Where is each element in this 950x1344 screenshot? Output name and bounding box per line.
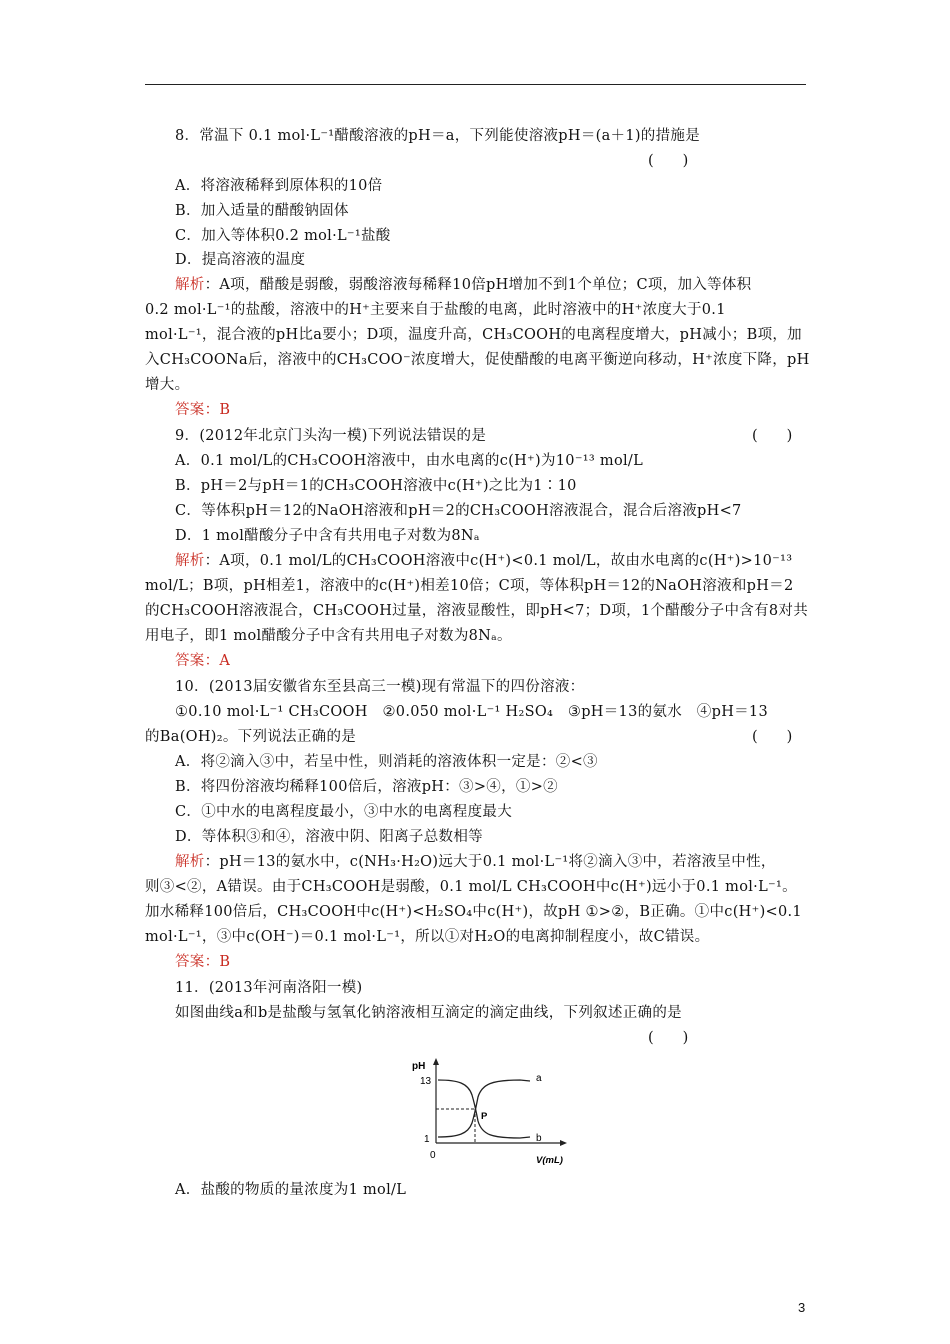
q8-analysis-line-4: 入CH₃COONa后，溶液中的CH₃COO⁻浓度增大，促使醋酸的电离平衡逆向移动，H⁺浓度下降，pH xyxy=(145,352,810,368)
q11-stem: 11．(2013年河南洛阳一模) xyxy=(175,980,363,996)
q11-option-a: A．盐酸的物质的量浓度为1 mol/L xyxy=(175,1182,407,1198)
q8-option-b: B．加入适量的醋酸钠固体 xyxy=(175,203,349,219)
q9-analysis-line-2: mol/L；B项，pH相差1，溶液中的c(H⁺)相差10倍；C项，等体积pH＝12的NaOH溶液和pH＝2 xyxy=(145,578,794,594)
y-axis-label: pH xyxy=(412,1061,426,1072)
equivalence-point-label: P xyxy=(481,1111,488,1122)
q9-analysis-line-1: 解析：A项，0.1 mol/L的CH₃COOH溶液中c(H⁺)<0.1 mol/L，故由水电离的c(H⁺)>10⁻¹³ xyxy=(175,553,793,569)
curve-a-label: a xyxy=(536,1073,542,1084)
analysis-label: 解析 xyxy=(175,277,205,293)
q10-analysis-line-1: 解析：pH＝13的氨水中，c(NH₃·H₂O)远大于0.1 mol·L⁻¹将②滴入③中，若溶液呈中性， xyxy=(175,854,776,870)
q8-analysis-line-3: mol·L⁻¹，混合液的pH比a要小；D项，温度升高，CH₃COOH的电离程度增大，pH减小；B项，加 xyxy=(145,327,802,343)
q10-option-b: B．将四份溶液均稀释100倍后，溶液pH：③>④，①>② xyxy=(175,779,558,795)
q8-analysis-line-2: 0.2 mol·L⁻¹的盐酸，溶液中的H⁺主要来自于盐酸的电离，此时溶液中的H⁺浓度大于0.1 xyxy=(145,302,726,318)
y-axis-arrow xyxy=(433,1058,439,1065)
q10-analysis-line-3: 加水稀释100倍后，CH₃COOH中c(H⁺)<H₂SO₄中c(H⁺)，故pH ①>②，B正确。①中c(H⁺)<0.1 xyxy=(145,904,802,920)
y-tick-label-13: 13 xyxy=(420,1076,432,1087)
page-number: 3 xyxy=(798,1300,806,1315)
q9-option-a: A．0.1 mol/L的CH₃COOH溶液中，由水电离的c(H⁺)为10⁻¹³ mol/L xyxy=(175,453,644,469)
titration-chart xyxy=(400,1055,580,1170)
q10-analysis-line-4: mol·L⁻¹，③中c(OH⁻)＝0.1 mol·L⁻¹，所以①对H₂O的电离抑制程度小，故C错误。 xyxy=(145,929,710,945)
q9-stem: 9．(2012年北京门头沟一模)下列说法错误的是 xyxy=(175,428,487,444)
analysis-label: 解析 xyxy=(175,854,205,870)
q9-analysis-line-3: 的CH₃COOH溶液混合，CH₃COOH过量，溶液显酸性，即pH<7；D项，1个醋酸分子中含有8对共 xyxy=(145,603,809,619)
q10-analysis-line-2: 则③<②，A错误。由于CH₃COOH是弱酸，0.1 mol/L CH₃COOH中c(H⁺)远小于0.1 mol·L⁻¹。 xyxy=(145,879,797,895)
q10-option-d: D．等体积③和④，溶液中阴、阳离子总数相等 xyxy=(175,829,483,845)
q10-option-a: A．将②滴入③中，若呈中性，则消耗的溶液体积一定是：②<③ xyxy=(175,754,598,770)
q8-option-a: A．将溶液稀释到原体积的10倍 xyxy=(175,178,383,194)
q9-analysis-line-4: 用电子，即1 mol醋酸分子中含有共用电子对数为8Nₐ。 xyxy=(145,628,512,644)
q9-option-b: B．pH＝2与pH＝1的CH₃COOH溶液中c(H⁺)之比为1∶10 xyxy=(175,478,577,494)
q10-stem-line-3: 的Ba(OH)₂。下列说法正确的是 xyxy=(145,729,357,745)
q8-option-c: C．加入等体积0.2 mol·L⁻¹盐酸 xyxy=(175,228,391,244)
q10-answer: 答案：B xyxy=(175,954,231,970)
q8-analysis-line-5: 增大。 xyxy=(145,377,190,393)
q9-option-c: C．等体积pH＝12的NaOH溶液和pH＝2的CH₃COOH溶液混合，混合后溶液pH<7 xyxy=(175,503,742,519)
x-axis-label: V(mL) xyxy=(536,1155,563,1166)
q8-answer-paren: ( ) xyxy=(648,153,689,169)
q9-answer-paren: ( ) xyxy=(752,428,793,444)
curve-b-label: b xyxy=(536,1133,542,1144)
q9-answer: 答案：A xyxy=(175,653,231,669)
q8-answer: 答案：B xyxy=(175,402,231,418)
analysis-label: 解析 xyxy=(175,553,205,569)
q8-analysis-line-1: 解析：A项，醋酸是弱酸，弱酸溶液每稀释10倍pH增加不到1个单位；C项，加入等体积 xyxy=(175,277,752,293)
q11-stem-line-2: 如图曲线a和b是盐酸与氢氧化钠溶液相互滴定的滴定曲线，下列叙述正确的是 xyxy=(175,1005,682,1021)
header-rule xyxy=(145,84,806,85)
q8-option-d: D．提高溶液的温度 xyxy=(175,252,306,268)
q10-answer-paren: ( ) xyxy=(752,729,793,745)
q8-stem: 8．常温下 0.1 mol·L⁻¹醋酸溶液的pH＝a，下列能使溶液pH＝(a＋1)的措施是 xyxy=(175,128,701,144)
q9-option-d: D．1 mol醋酸分子中含有共用电子对数为8Nₐ xyxy=(175,528,480,544)
q10-stem: 10．(2013届安徽省东至县高三一模)现有常温下的四份溶液： xyxy=(175,679,585,695)
q11-answer-paren: ( ) xyxy=(648,1030,689,1046)
q10-option-c: C．①中水的电离程度最小，③中水的电离程度最大 xyxy=(175,804,512,820)
y-tick-label-1: 1 xyxy=(424,1134,430,1145)
x-tick-label-0: 0 xyxy=(430,1150,436,1161)
q10-solutions-line: ①0.10 mol·L⁻¹ CH₃COOH ②0.050 mol·L⁻¹ H₂SO₄ ③pH＝13的氨水 ④pH＝13 xyxy=(175,704,768,720)
x-axis-arrow xyxy=(560,1140,567,1146)
